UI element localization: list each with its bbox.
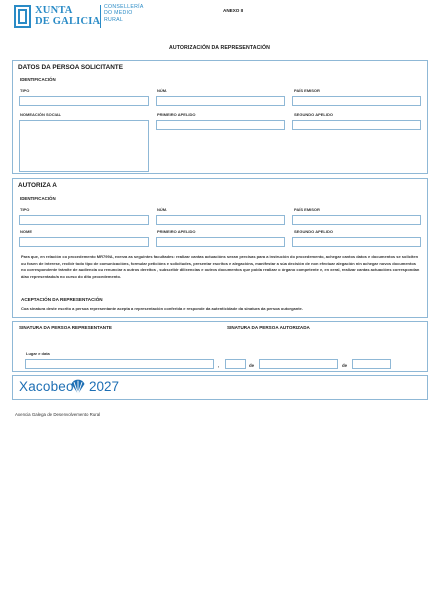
section-signatures	[12, 321, 428, 372]
xacobeo-logo-text: Xacobeo	[19, 379, 74, 394]
logo-text-galicia: DE GALICIA	[35, 16, 101, 27]
subsection-heading: IDENTIFICACIÓN	[20, 77, 56, 82]
num-label: NÚM.	[157, 88, 168, 93]
pais-label: PAÍS EMISOR	[294, 88, 320, 93]
segundo-apelido-label: SEGUNDO APELIDO	[294, 229, 333, 234]
signature-representative-label: SINATURA DA PERSOA REPRESENTANTE	[19, 325, 112, 330]
page-header	[14, 4, 425, 34]
primeiro-apelido-label: PRIMEIRO APELIDO	[157, 112, 196, 117]
tipo-label: TIPO	[20, 207, 30, 212]
num-field[interactable]	[156, 96, 285, 106]
segundo-apelido-field[interactable]	[292, 120, 421, 130]
nome-label: NOME	[20, 229, 32, 234]
comma-separator: ,	[218, 363, 220, 368]
pais-field[interactable]	[292, 215, 421, 225]
document-title: AUTORIZACIÓN DA REPRESENTACIÓN	[169, 45, 270, 51]
section-xacobeo-banner	[12, 375, 428, 400]
de-separator: de	[342, 363, 348, 368]
year-field[interactable]	[352, 359, 391, 369]
section-heading: DATOS DA PERSOA SOLICITANTE	[18, 64, 123, 71]
logo-divider	[100, 5, 101, 28]
acceptance-heading: ACEPTACIÓN DA REPRESENTACIÓN	[21, 297, 103, 302]
month-field[interactable]	[259, 359, 338, 369]
num-field[interactable]	[156, 215, 285, 225]
nomeacion-field[interactable]	[19, 120, 149, 172]
scallop-shell-icon	[70, 379, 86, 395]
anexo-label: ANEXO II	[223, 8, 244, 13]
place-date-label: Lugar e data	[26, 351, 50, 356]
place-field[interactable]	[25, 359, 214, 369]
authorization-paragraph: Para que, en relación co procedemento MR799A, exerza as seguintes facultades: realizar cantas actuacións sexan precisas para a instrución do procedemento, achegar cantos datos e documentos se soliciten ou fosen de interese, recibir todo tipo de comunicacións, formular peticións e solicitudes, presentar escritos e alegacións, manifestar a súa decisión de non efectuar alegación nin achegar novos documentos no correspondente trámite de audiencia ou renunciar a outros dereitos , subscribir dilixencias e outros documentos que poida realizar o órgano competente e, en xeral, realizar cantas actuacións correspondan á/ao representado/a no curso do dito procedemento.	[21, 254, 420, 279]
section-solicitante	[12, 60, 428, 174]
subsection-heading: IDENTIFICACIÓN	[20, 196, 56, 201]
nome-field[interactable]	[19, 237, 149, 247]
section-heading: AUTORIZA A	[18, 182, 57, 189]
logo-text-xunta: XUNTA	[35, 5, 73, 16]
de-separator: de	[249, 363, 255, 368]
xacobeo-year: 2027	[89, 379, 120, 394]
pais-label: PAÍS EMISOR	[294, 207, 320, 212]
xunta-shield-icon	[14, 5, 31, 28]
day-field[interactable]	[225, 359, 246, 369]
logo-dept-line: DO MEDIO	[104, 10, 133, 17]
segundo-apelido-label: SEGUNDO APELIDO	[294, 112, 333, 117]
primeiro-apelido-label: PRIMEIRO APELIDO	[157, 229, 196, 234]
tipo-label: TIPO	[20, 88, 30, 93]
tipo-field[interactable]	[19, 96, 149, 106]
logo-department	[104, 4, 144, 23]
primeiro-apelido-field[interactable]	[156, 120, 285, 130]
nomeacion-label: NOMEACIÓN SOCIAL	[20, 112, 62, 117]
footer-agency: Axencia Galega de Desenvolvemento Rural	[15, 412, 101, 417]
signature-authorized-label: SINATURA DA PERSOA AUTORIZADA	[227, 325, 310, 330]
logo-dept-line: CONSELLERÍA	[104, 4, 144, 10]
xunta-logo	[14, 4, 154, 34]
num-label: NÚM.	[157, 207, 168, 212]
pais-field[interactable]	[292, 96, 421, 106]
primeiro-apelido-field[interactable]	[156, 237, 285, 247]
acceptance-text: Coa sinatura deste escrito a persoa representante acepta a representación conferida e responde da autenticidade da sinatura da persoa outorgante.	[21, 306, 303, 311]
segundo-apelido-field[interactable]	[292, 237, 421, 247]
section-autoriza	[12, 178, 428, 318]
tipo-field[interactable]	[19, 215, 149, 225]
logo-dept-line: RURAL	[104, 16, 124, 23]
